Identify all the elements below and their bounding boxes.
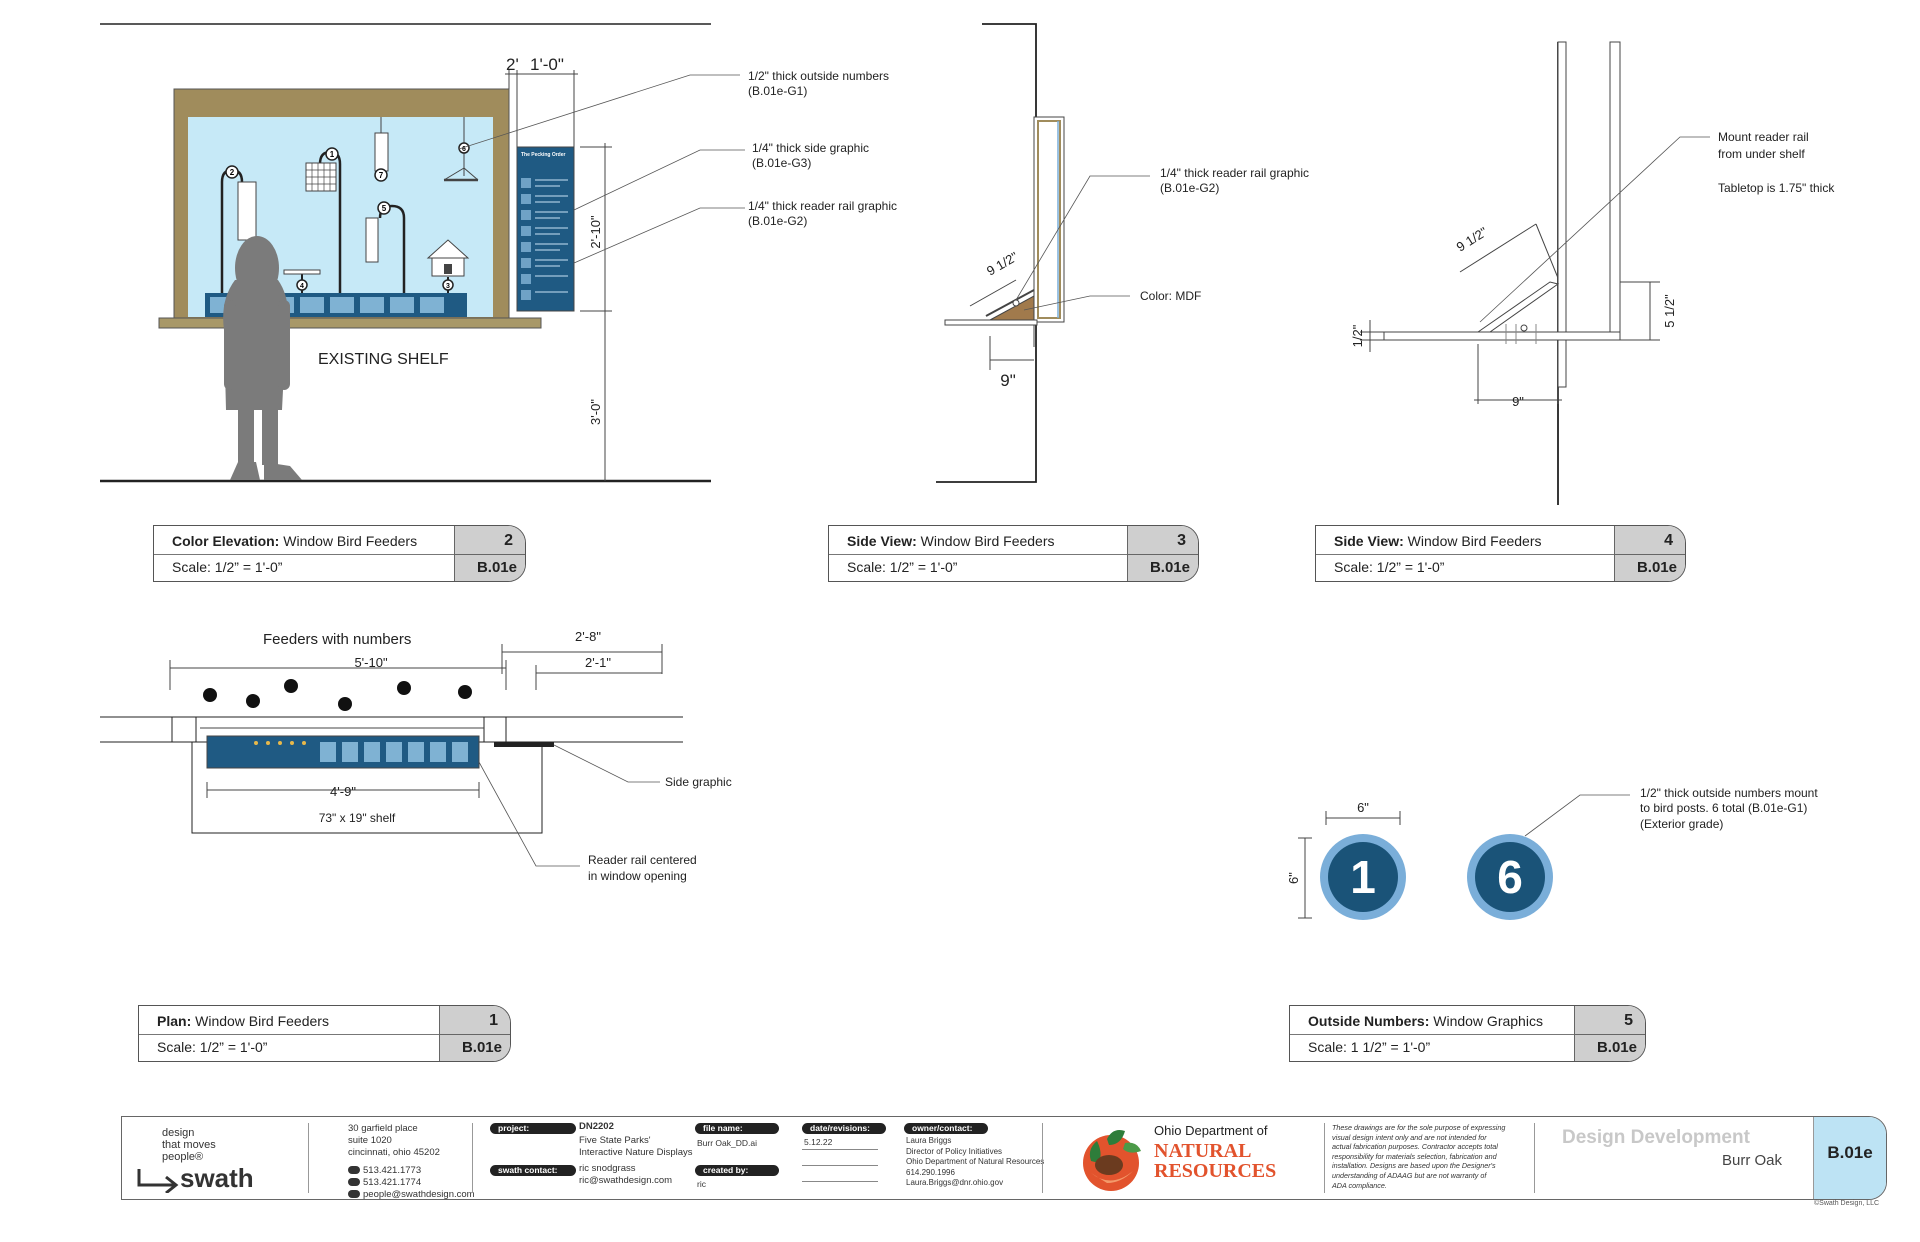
email-icon xyxy=(348,1190,360,1198)
view-code: B.01e xyxy=(461,1039,502,1056)
feeder-tube xyxy=(238,182,256,240)
s3-callout-l1: 1/4" thick reader rail graphic xyxy=(1160,166,1309,180)
view-number: 4 xyxy=(1664,532,1673,549)
existing-shelf xyxy=(159,318,541,328)
address: 30 garfield place suite 1020 cincinnati, ohio 45202 xyxy=(348,1123,440,1158)
odnr-name-1: Ohio Department of xyxy=(1154,1123,1268,1138)
view-code: B.01e xyxy=(1596,1039,1637,1056)
view-number: 5 xyxy=(1624,1012,1633,1029)
numbers-drawing xyxy=(1286,786,1818,920)
title-box-numbers xyxy=(1289,1005,1646,1062)
view-number: 3 xyxy=(1177,532,1186,549)
svg-text:3: 3 xyxy=(446,283,450,290)
title-box-elevation xyxy=(153,525,526,582)
tagline: design that moves people® xyxy=(162,1127,216,1163)
view-code: B.01e xyxy=(1636,559,1677,576)
created-by: ric xyxy=(697,1179,706,1189)
sheet-cell xyxy=(1813,1117,1886,1199)
contacts: 513.421.1773 513.421.1774 people@swathdesign.com xyxy=(348,1165,475,1200)
shelf-size-label: 73" x 19" shelf xyxy=(318,811,396,825)
dim-9: 9" xyxy=(1000,371,1016,390)
dim-9-half: 9 1/2" xyxy=(984,248,1021,279)
disc-dim-height: 6" xyxy=(1286,872,1301,884)
svg-text:5: 5 xyxy=(381,204,387,213)
view-number: 1 xyxy=(489,1012,498,1029)
view-code: B.01e xyxy=(476,559,517,576)
swath-logo xyxy=(136,1165,286,1193)
dim-3-0: 3'-0" xyxy=(588,399,603,425)
s4-dim-5-half: 5 1/2" xyxy=(1662,294,1677,328)
site-name: Burr Oak xyxy=(1722,1152,1783,1169)
file-name-label: file name: xyxy=(695,1123,779,1134)
callout-side-l2: (B.01e-G3) xyxy=(752,156,812,170)
view-title: Plan: Window Bird Feeders xyxy=(157,1013,329,1029)
plan-dim-2-8: 2'-8" xyxy=(575,629,601,644)
view-scale: Scale: 1 1/2” = 1'-0” xyxy=(1308,1039,1431,1055)
existing-shelf-label: EXISTING SHELF xyxy=(318,351,449,368)
plan-dim-5-10: 5'-10" xyxy=(354,655,388,670)
title-block xyxy=(121,1116,1887,1200)
s4-note-l1: Mount reader rail xyxy=(1718,130,1809,144)
svg-text:4: 4 xyxy=(300,283,304,290)
file-name: Burr Oak_DD.ai xyxy=(697,1138,757,1148)
view-title: Color Elevation: Window Bird Feeders xyxy=(172,533,418,549)
s4-dim-9-half: 9 1/2" xyxy=(1453,224,1491,255)
side-graphic-label: Side graphic xyxy=(665,775,732,789)
callout-side-l1: 1/4" thick side graphic xyxy=(752,141,869,155)
side-view-3-drawing xyxy=(936,24,1309,482)
odnr-logo-icon xyxy=(1077,1123,1149,1195)
project-code: DN2202 xyxy=(579,1121,614,1132)
project-name: Five State Parks' Interactive Nature Displays xyxy=(579,1135,693,1158)
feeders-label: Feeders with numbers xyxy=(263,631,412,648)
callout-rail-l2: (B.01e-G2) xyxy=(748,214,808,228)
odnr-name-3: RESOURCES xyxy=(1154,1160,1277,1182)
sheet-number: B.01e xyxy=(1827,1143,1873,1162)
phase-label: Design Development xyxy=(1562,1127,1750,1148)
platform-feeder xyxy=(284,270,320,274)
panel-title: The Pecking Order xyxy=(521,152,566,158)
tube-feeder xyxy=(366,218,378,262)
title-box-side-3 xyxy=(828,525,1199,582)
plan-side-graphic xyxy=(494,742,554,747)
disc-dim-width: 6" xyxy=(1357,800,1369,815)
swath-contact-label: swath contact: xyxy=(490,1165,576,1176)
owner-label: owner/contact: xyxy=(904,1123,988,1134)
callout-rail-l1: 1/4" thick reader rail graphic xyxy=(748,199,897,213)
date-value: 5.12.22 xyxy=(804,1137,833,1147)
color-mdf-label: Color: MDF xyxy=(1140,289,1202,303)
swath-contact: ric snodgrass ric@swathdesign.com xyxy=(579,1163,673,1186)
view-title: Side View: Window Bird Feeders xyxy=(847,533,1055,549)
callout-numbers-l1: 1/2" thick outside numbers xyxy=(748,69,889,83)
view-scale: Scale: 1/2” = 1'-0” xyxy=(1334,559,1445,575)
project-label: project: xyxy=(490,1123,576,1134)
s4-dim-half: 1/2" xyxy=(1350,324,1365,348)
numbers-note-l3: (Exterior grade) xyxy=(1640,817,1724,831)
view-number: 2 xyxy=(504,532,513,549)
svg-text:7: 7 xyxy=(378,171,384,180)
brand-name: swath xyxy=(180,1163,254,1193)
s4-dim-9: 9" xyxy=(1512,394,1524,409)
view-title: Side View: Window Bird Feeders xyxy=(1334,533,1542,549)
side-view-4-drawing xyxy=(1350,42,1835,505)
callout-numbers-l2: (B.01e-G1) xyxy=(748,84,808,98)
s4-note-l2: from under shelf xyxy=(1718,147,1805,161)
view-scale: Scale: 1/2” = 1'-0” xyxy=(172,559,283,575)
disc-1-number: 1 xyxy=(1350,851,1376,903)
date-label: date/revisions: xyxy=(802,1123,886,1134)
view-scale: Scale: 1/2” = 1'-0” xyxy=(157,1039,268,1055)
dim-1ft: 1'-0" xyxy=(530,55,564,74)
view-scale: Scale: 1/2” = 1'-0” xyxy=(847,559,958,575)
dim-2ft: 2' xyxy=(506,55,519,74)
reader-rail-l1: Reader rail centered xyxy=(588,853,697,867)
disclaimer: These drawings are for the sole purpose of expressing visual design intent only and are not intended for actual fabrication purposes. Contractor accepts total responsibility for materials selection, fabrication and installation. Designs are based upon the Designer's understanding of ADAAG but are not warranty of ADA compliance. xyxy=(1332,1123,1506,1190)
plan-dim-4-9: 4'-9" xyxy=(330,784,356,799)
plan-drawing xyxy=(100,629,732,883)
odnr-name-2: NATURAL xyxy=(1154,1140,1252,1162)
view-code: B.01e xyxy=(1149,559,1190,576)
dim-2-10: 2'-10" xyxy=(588,215,603,249)
created-by-label: created by: xyxy=(695,1165,779,1176)
svg-text:1: 1 xyxy=(329,150,335,159)
copyright: ©Swath Design, LLC xyxy=(1814,1200,1880,1207)
view-title: Outside Numbers: Window Graphics xyxy=(1308,1013,1543,1029)
svg-text:6: 6 xyxy=(462,146,466,153)
title-box-side-4 xyxy=(1315,525,1686,582)
numbers-note-l2: to bird posts. 6 total (B.01e-G1) xyxy=(1640,801,1808,815)
arrow-icon xyxy=(136,1165,180,1193)
s4-note-l3: Tabletop is 1.75" thick xyxy=(1718,181,1835,195)
svg-text:2: 2 xyxy=(229,168,235,177)
reader-rail-l2: in window opening xyxy=(588,869,687,883)
fax-icon xyxy=(348,1178,360,1186)
owner-contact: Laura Briggs Director of Policy Initiatives Ohio Department of Natural Resources 614.290.1996 Laura.Briggs@dnr.ohio.gov xyxy=(906,1136,1045,1187)
plan-dim-2-1: 2'-1" xyxy=(585,655,611,670)
mdf-wedge xyxy=(990,296,1034,320)
hanging-feeder xyxy=(375,133,388,171)
s3-callout-l2: (B.01e-G2) xyxy=(1160,181,1220,195)
phone-icon xyxy=(348,1166,360,1174)
disc-6-number: 6 xyxy=(1497,851,1523,903)
elevation-drawing xyxy=(100,24,897,481)
numbers-note-l1: 1/2" thick outside numbers mount xyxy=(1640,786,1818,800)
title-box-plan xyxy=(138,1005,511,1062)
